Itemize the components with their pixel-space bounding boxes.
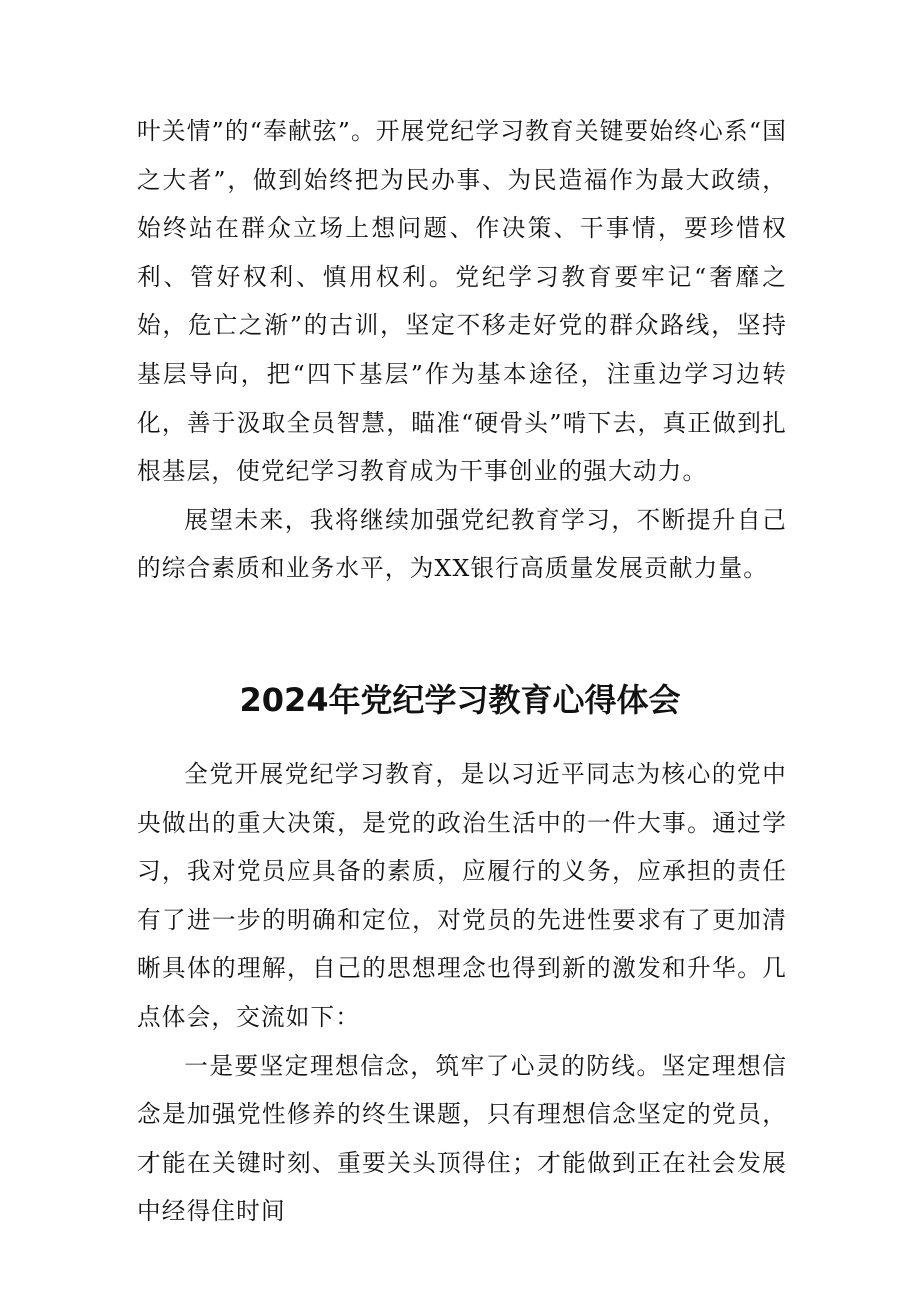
top-text-section bbox=[137, 107, 787, 593]
closing-paragraph: 展望未来，我将继续加强党纪教育学习，不断提升自己的综合素质和业务水平，为XX银行高质量发展贡献力量。 bbox=[137, 505, 787, 583]
intro-paragraph: 全党开展党纪学习教育，是以习近平同志为核心的党中央做出的重大决策，是党的政治生活中的一件大事。通过学习，我对党员应具备的素质，应履行的义务，应承担的责任有了进一步的明确和定位，对党员的先进性要求有了更加清晰具体的理解，自己的思想理念也得到新的激发和升华。几点体会，交流如下： bbox=[137, 760, 787, 1031]
continued-paragraph: 叶关情”的“奉献弦”。开展党纪学习教育关键要始终心系“国之大者”，做到始终把为民办事、为民造福作为最大政绩，始终站在群众立场上想问题、作决策、干事情，要珍惜权利、管好权利、慎用权利。党纪学习教育要牢记“奢靡之始，危亡之渐”的古训，坚定不移走好党的群众路线，坚持基层导向，把“四下基层”作为基本途径，注重边学习边转化，善于汲取全员智慧，瞄准“硬骨头”啃下去，真正做到扎根基层，使党纪学习教育成为干事创业的强大动力。 bbox=[137, 117, 787, 486]
point-one-paragraph: 一是要坚定理想信念，筑牢了心灵的防线。坚定理想信念是加强党性修养的终生课题，只有理想信念坚定的党员，才能在关键时刻、重要关头顶得住；才能做到正在社会发展中经得住时间 bbox=[137, 1051, 787, 1226]
section-title: 2024年党纪学习教育心得体会 bbox=[239, 681, 681, 720]
main-text-section bbox=[137, 750, 787, 1236]
